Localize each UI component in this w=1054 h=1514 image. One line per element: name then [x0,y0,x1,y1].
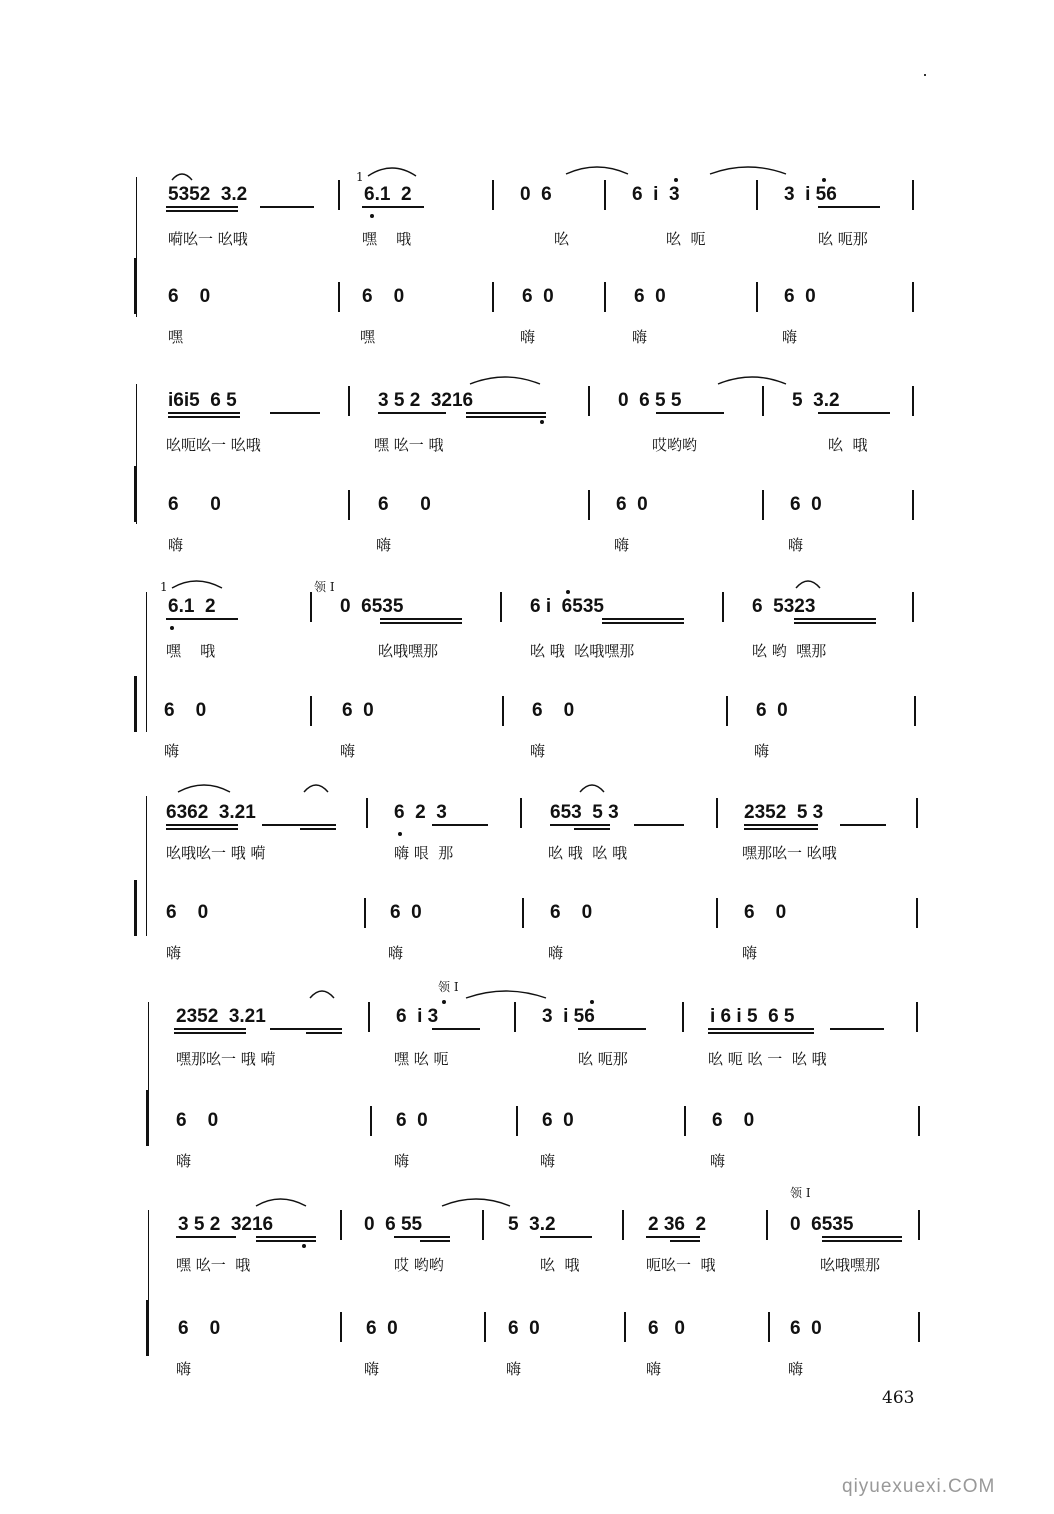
slur [442,1199,510,1206]
slur [178,785,230,792]
slur [172,581,222,588]
section-mark: 领 I [314,580,335,594]
measure-notes: 6 0 [790,494,822,515]
measure-notes: 2352 5 3 [744,802,824,823]
measure-notes: 6 0 [396,1110,428,1131]
measure-lyric: 吆哦嘿那 [378,642,439,660]
measure-notes: 5352 3.2 [168,184,248,205]
measure-lyric: 嗬吆一 吆哦 [168,230,248,248]
measure-lyric: 呃吆一 哦 [646,1256,716,1274]
measure-notes: 6 0 [712,1110,755,1131]
slur [310,991,334,998]
measure-notes: 6 0 [634,286,666,307]
measure-lyric: 嗨 [506,1360,522,1378]
measure-notes: 6 0 [168,494,221,515]
measure-notes: 6 0 [342,700,374,721]
measure-notes: 6 0 [550,902,593,923]
measure-lyric: 嗨 哏 那 [394,844,454,862]
measure-lyric: 嗨 [376,536,392,554]
measure-notes: 6 0 [378,494,431,515]
measure-lyric: 吆 哦 [828,436,868,454]
measure-notes: 6 5323 [752,596,816,617]
measure-lyric: 吆哦吆一 哦 嗬 [166,844,266,862]
measure-lyric: 嘿那吆一 哦 嗬 [176,1050,276,1068]
measure-notes: 6 0 [178,1318,221,1339]
measure-notes: 2 36 2 [648,1214,707,1235]
slur [796,581,820,588]
measure-notes: 3 i 56 [542,1006,595,1027]
measure-notes: 3 i 56 [784,184,837,205]
measure-lyric: 吆 呃那 [578,1050,628,1068]
scan-speck [924,74,926,76]
measure-lyric: 嗨 [340,742,356,760]
measure-notes: 2352 3.21 [176,1006,266,1027]
slur [580,785,604,792]
slur [466,991,546,998]
measure-notes: 6 0 [648,1318,685,1339]
measure-lyric: 哎 哟哟 [394,1256,444,1274]
measure-notes: 6 0 [790,1318,822,1339]
measure-lyric: 嗨 [388,944,404,962]
measure-lyric: 吆 哦 吆哦嘿那 [530,642,635,660]
measure-notes: 6 0 [542,1110,574,1131]
measure-notes: 3 5 2 3216 [178,1214,274,1235]
measure-lyric: 嘿 哦 [362,230,412,248]
measure-lyric: 嗨 [754,742,770,760]
measure-lyric: 嗨 [168,536,184,554]
measure-notes: 6362 3.21 [166,802,256,823]
slur [172,174,192,180]
measure-notes: 6 0 [616,494,648,515]
measure-lyric: 嗨 [394,1152,410,1170]
measure-lyric: 嘿 吆一 哦 [374,436,444,454]
measure-notes: 5 3.2 [792,390,840,411]
measure-lyric: 嗨 [530,742,546,760]
measure-lyric: 嗨 [782,328,798,346]
measure-notes: 6 i 3 [396,1006,439,1027]
measure-lyric: 嗨 [632,328,648,346]
measure-lyric: 吆 呃 [666,230,706,248]
measure-notes: 0 6 5 5 [618,390,682,411]
measure-lyric: 嗨 [614,536,630,554]
slur [718,377,786,384]
measure-notes: 6 0 [508,1318,540,1339]
measure-notes: 6 0 [784,286,816,307]
measure-lyric: 嗨 [520,328,536,346]
measure-notes: 0 6 55 [364,1214,423,1235]
measure-notes: 6 i 6535 [530,596,604,617]
measure-lyric: 吆呃吆一 吆哦 [166,436,261,454]
slur [566,167,628,174]
measure-lyric: 嗨 [164,742,180,760]
measure-lyric: 嗨 [742,944,758,962]
measure-notes: 6 0 [366,1318,398,1339]
measure-lyric: 嗨 [364,1360,380,1378]
slur [470,377,540,384]
measure-notes: i 6 i 5 6 5 [710,1006,795,1027]
measure-notes: 6 i 3 [632,184,680,205]
measure-lyric: 吆 哟 嘿那 [752,642,827,660]
measure-lyric: 嗨 [646,1360,662,1378]
watermark: qiyuexuexi.COM [842,1476,996,1497]
measure-lyric: 嗨 [176,1152,192,1170]
measure-notes: 6.1 2 [364,184,412,205]
measure-lyric: 嘿 [168,328,184,346]
measure-lyric: 嗨 [166,944,182,962]
measure-lyric: 吆 哦 吆 哦 [548,844,628,862]
measure-notes: 6 2 3 [394,802,447,823]
measure-lyric: 嗨 [788,536,804,554]
measure-lyric: 吆 [554,230,570,248]
measure-notes: 5 3.2 [508,1214,556,1235]
measure-lyric: 吆哦嘿那 [820,1256,881,1274]
measure-lyric: 吆 呃 吆 一 吆 哦 [708,1050,827,1068]
measure-lyric: 嘿 吆 呃 [394,1050,449,1068]
measure-notes: 3 5 2 3216 [378,390,474,411]
measure-lyric: 吆 呃那 [818,230,868,248]
measure-notes: 6 0 [168,286,211,307]
measure-notes: i6i5 6 5 [168,390,237,411]
measure-notes: 6 0 [532,700,575,721]
slur [368,168,416,176]
measure-notes: 6.1 2 [168,596,216,617]
measure-lyric: 嘿 [360,328,376,346]
measure-notes: 0 6535 [340,596,404,617]
measure-notes: 6 0 [164,700,207,721]
measure-lyric: 嘿 吆一 哦 [176,1256,251,1274]
measure-lyric: 嗨 [710,1152,726,1170]
measure-notes: 6 0 [522,286,554,307]
section-mark: 领 I [438,980,459,994]
measure-notes: 6 0 [166,902,209,923]
repeat-mark: 1 [356,170,364,184]
measure-lyric: 嗨 [176,1360,192,1378]
section-mark: 领 I [790,1186,811,1200]
measure-lyric: 哎哟哟 [652,436,698,454]
measure-lyric: 嘿那吆一 吆哦 [742,844,837,862]
measure-lyric: 嗨 [540,1152,556,1170]
page-number: 463 [882,1388,915,1408]
slur [304,785,328,792]
measure-notes: 0 6 [520,184,552,205]
measure-notes: 6 0 [744,902,787,923]
measure-notes: 6 0 [756,700,788,721]
measure-notes: 653 5 3 [550,802,619,823]
measure-notes: 0 6535 [790,1214,854,1235]
slur [710,167,786,174]
slur [256,1199,306,1206]
measure-notes: 6 0 [362,286,405,307]
measure-lyric: 嗨 [548,944,564,962]
measure-lyric: 吆 哦 [540,1256,580,1274]
measure-notes: 6 0 [176,1110,219,1131]
repeat-mark: 1 [160,580,168,594]
measure-notes: 6 0 [390,902,422,923]
measure-lyric: 嘿 哦 [166,642,216,660]
measure-lyric: 嗨 [788,1360,804,1378]
